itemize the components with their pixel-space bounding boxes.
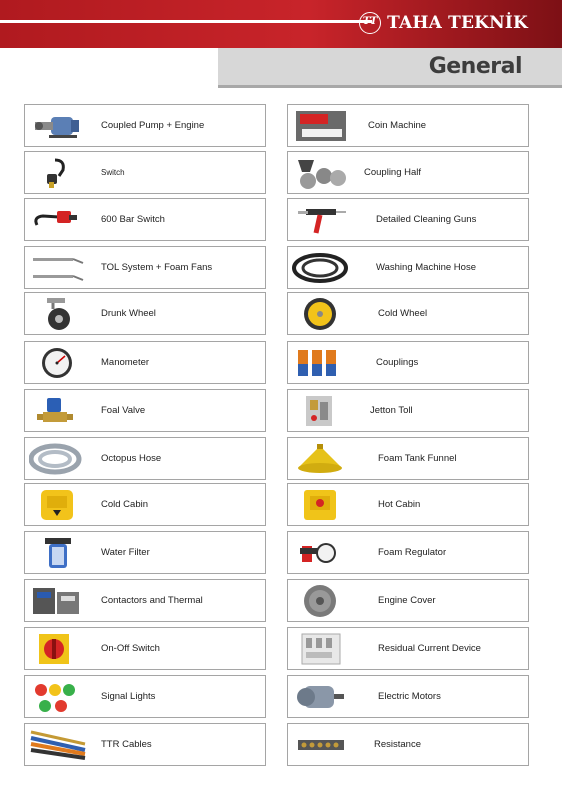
product-label: Octopus Hose <box>101 453 162 464</box>
product-label: Residual Current Device <box>378 643 481 654</box>
coin-machine-icon <box>292 109 350 143</box>
manometer-icon <box>29 346 87 380</box>
title-band <box>218 48 562 88</box>
product-item-washing-hose <box>287 246 529 289</box>
pump-engine-icon <box>29 109 87 143</box>
signal-lights-icon <box>29 680 87 714</box>
tol-system-icon <box>29 251 87 285</box>
motor-icon <box>292 680 350 714</box>
brand-name: TAHA TEKNİK <box>387 13 528 33</box>
product-item-rcd <box>287 627 529 670</box>
drunk-wheel-icon <box>29 297 87 331</box>
cables-icon <box>29 728 87 762</box>
regulator-icon <box>292 536 350 570</box>
product-label: Coupling Half <box>364 167 422 178</box>
product-item-cold-cabin <box>24 483 266 526</box>
product-label: Cold Wheel <box>378 308 428 319</box>
product-label: On-Off Switch <box>101 643 160 654</box>
product-label: Cold Cabin <box>101 499 148 510</box>
rcd-icon <box>292 632 350 666</box>
product-item-switch <box>24 151 266 194</box>
hot-cabin-icon <box>292 488 350 522</box>
product-label: 600 Bar Switch <box>101 214 165 225</box>
product-item-foal-valve <box>24 389 266 432</box>
product-label: Drunk Wheel <box>101 308 156 319</box>
product-label: Resistance <box>374 739 421 750</box>
product-item-coupled-pump-engine <box>24 104 266 147</box>
product-label: Water Filter <box>101 547 150 558</box>
hose-icon <box>29 442 87 476</box>
product-item-foam-tank-funnel <box>287 437 529 480</box>
product-label: Engine Cover <box>378 595 436 606</box>
product-item-drunk-wheel <box>24 292 266 335</box>
product-item-foam-regulator <box>287 531 529 574</box>
engine-cover-icon <box>292 584 350 618</box>
product-label: TOL System + Foam Fans <box>101 262 213 273</box>
cleaning-gun-icon <box>292 203 350 237</box>
logo-mark-icon <box>359 12 381 34</box>
product-label: Hot Cabin <box>378 499 421 510</box>
product-label: Washing Machine Hose <box>376 262 476 273</box>
switch-icon <box>29 156 87 190</box>
product-item-jetton-toll <box>287 389 529 432</box>
product-item-electric-motors <box>287 675 529 718</box>
product-item-ttr-cables <box>24 723 266 766</box>
coupling-half-icon <box>292 156 350 190</box>
product-label: Contactors and Thermal <box>101 595 203 606</box>
header-stripe <box>0 20 372 23</box>
cabin-icon <box>29 488 87 522</box>
contactor-icon <box>29 584 87 618</box>
product-item-hot-cabin <box>287 483 529 526</box>
product-item-tol-system <box>24 246 266 289</box>
filter-icon <box>29 536 87 570</box>
product-label: Foal Valve <box>101 405 146 416</box>
couplings-icon <box>292 346 350 380</box>
product-label: Coupled Pump + Engine <box>101 120 205 131</box>
product-item-water-filter <box>24 531 266 574</box>
product-item-manometer <box>24 341 266 384</box>
bar-switch-icon <box>29 203 87 237</box>
resistance-icon <box>292 728 350 762</box>
product-item-octopus-hose <box>24 437 266 480</box>
funnel-icon <box>292 442 350 476</box>
product-item-coupling-half <box>287 151 529 194</box>
cold-wheel-icon <box>292 297 350 331</box>
washing-hose-icon <box>292 251 350 285</box>
brand-logo <box>359 12 528 34</box>
jetton-toll-icon <box>292 394 350 428</box>
product-item-600-bar-switch <box>24 198 266 241</box>
title-band-shadow <box>218 85 562 88</box>
product-label: Foam Regulator <box>378 547 447 558</box>
product-item-couplings <box>287 341 529 384</box>
valve-icon <box>29 394 87 428</box>
product-label: Switch <box>101 168 125 177</box>
product-label: Couplings <box>376 357 419 368</box>
page-title: General <box>428 54 522 79</box>
product-item-signal-lights <box>24 675 266 718</box>
product-item-cold-wheel <box>287 292 529 335</box>
product-label: Manometer <box>101 357 150 368</box>
product-label: Coin Machine <box>368 120 427 131</box>
on-off-switch-icon <box>29 632 87 666</box>
product-item-engine-cover <box>287 579 529 622</box>
product-label: Detailed Cleaning Guns <box>376 214 477 225</box>
product-label: Foam Tank Funnel <box>378 453 457 464</box>
product-label: TTR Cables <box>101 739 152 750</box>
product-label: Signal Lights <box>101 691 156 702</box>
header-bar <box>0 0 562 48</box>
product-item-resistance <box>287 723 529 766</box>
product-item-on-off-switch <box>24 627 266 670</box>
product-label: Electric Motors <box>378 691 441 702</box>
product-item-coin-machine <box>287 104 529 147</box>
product-item-cleaning-guns <box>287 198 529 241</box>
product-label: Jetton Toll <box>370 405 413 416</box>
product-item-contactors <box>24 579 266 622</box>
